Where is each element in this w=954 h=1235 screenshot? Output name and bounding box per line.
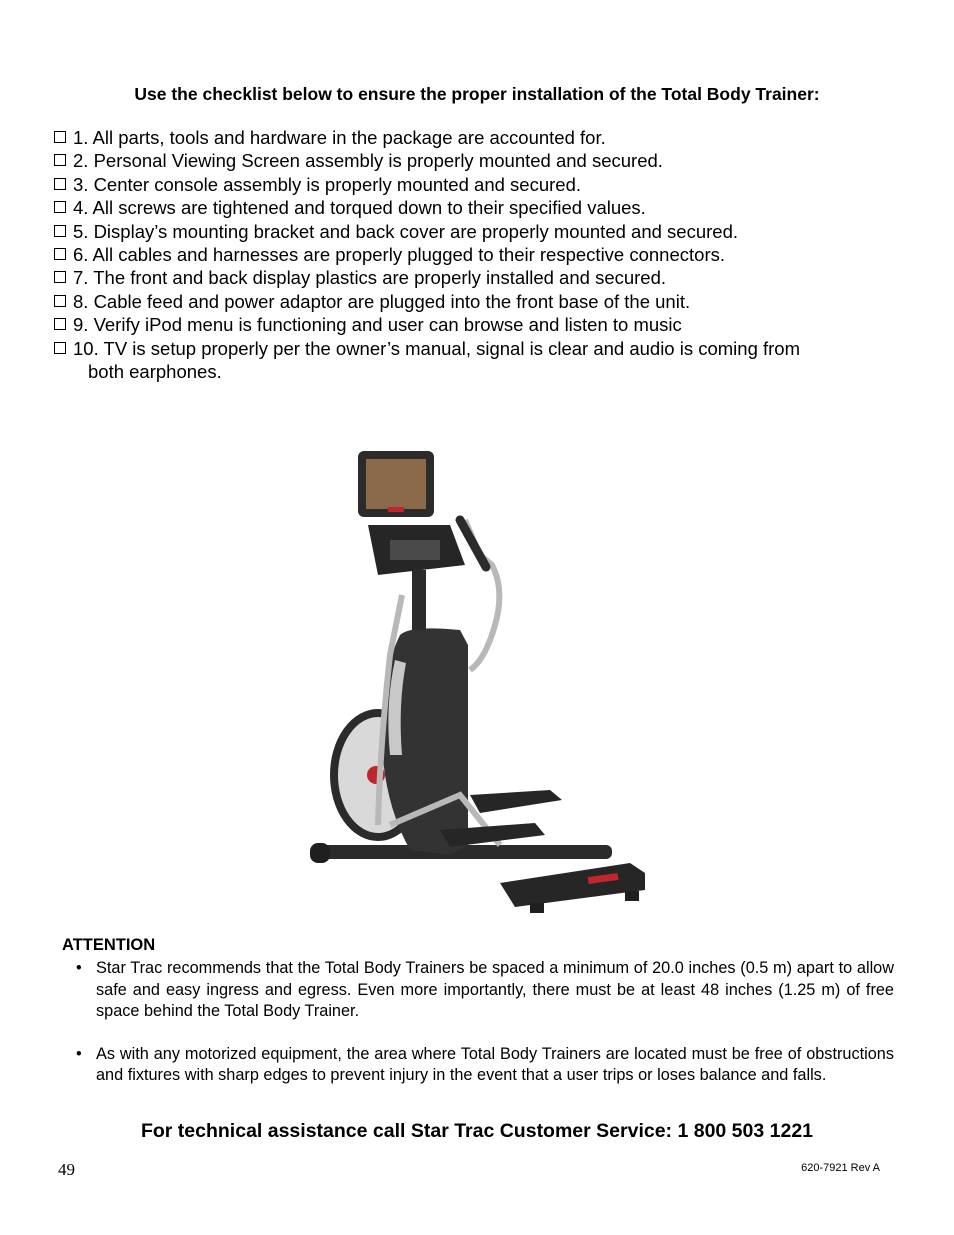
- checklist-item-5: [54, 220, 914, 243]
- checklist-item-7: [54, 266, 914, 289]
- checklist-item-9: [54, 313, 914, 336]
- display-screen: [366, 459, 426, 509]
- checklist-item-text: 3. Center console assembly is properly mounted and secured.: [73, 173, 581, 195]
- attention-bullets: [76, 958, 894, 1108]
- installation-checklist: [54, 126, 914, 383]
- checklist-item-text: 6. All cables and harnesses are properly plugged to their respective connectors.: [73, 244, 725, 266]
- console-support: [412, 570, 426, 630]
- checklist-item-text: 7. The front and back display plastics are properly installed and secured.: [73, 267, 667, 289]
- handle-grip: [460, 520, 486, 567]
- checklist-item-2: [54, 149, 914, 172]
- checkbox-icon[interactable]: [54, 271, 66, 283]
- checklist-item-3: [54, 173, 914, 196]
- checkbox-icon[interactable]: [54, 154, 66, 166]
- checkbox-icon[interactable]: [54, 295, 66, 307]
- document-revision: 620-7921 Rev A: [801, 1162, 880, 1174]
- checklist-item-text: 5. Display’s mounting bracket and back cover are properly mounted and secured.: [73, 220, 738, 242]
- bullet-text: As with any motorized equipment, the area where Total Body Trainers are located must be free of obstructions and fixtures with sharp edges to prevent injury in the event that a user trips or loses balance and falls.: [96, 1044, 894, 1084]
- page-number: 49: [58, 1160, 75, 1179]
- checklist-item-continuation: both earphones.: [88, 361, 222, 383]
- checklist-item-4: [54, 196, 914, 219]
- display-logo: [388, 507, 404, 512]
- bullet-dot-icon: •: [76, 1044, 82, 1063]
- checklist-item-1: [54, 126, 914, 149]
- console-keypad: [390, 540, 440, 560]
- total-body-trainer-illustration: [300, 445, 660, 925]
- checklist-item-text: 8. Cable feed and power adaptor are plugged into the front base of the unit.: [73, 290, 691, 312]
- rear-foot: [530, 903, 544, 913]
- attention-bullet: [76, 1044, 894, 1087]
- checklist-item-6: [54, 243, 914, 266]
- checkbox-icon[interactable]: [54, 178, 66, 190]
- front-foot: [310, 843, 330, 863]
- checklist-item-text: 2. Personal Viewing Screen assembly is properly mounted and secured.: [73, 150, 663, 172]
- bullet-text: Star Trac recommends that the Total Body Trainers be spaced a minimum of 20.0 inches (0.5 m) apart to allow safe and easy ingress and egress. Even more importantly, there must be at least 48 inches (1.25 m) of free space behind the Total Body Trainer.: [96, 959, 894, 1020]
- checklist-item-text: 1. All parts, tools and hardware in the package are accounted for.: [73, 127, 606, 148]
- checklist-item-text: 9. Verify iPod menu is functioning and user can browse and listen to music: [73, 314, 682, 336]
- checkbox-icon[interactable]: [54, 131, 66, 143]
- attention-bullet: [76, 958, 894, 1023]
- checklist-item-8: [54, 290, 914, 313]
- rear-foot: [625, 891, 639, 901]
- checkbox-icon[interactable]: [54, 225, 66, 237]
- checkbox-icon[interactable]: [54, 342, 66, 354]
- checkbox-icon[interactable]: [54, 201, 66, 213]
- pedal: [470, 790, 562, 813]
- rear-platform: [500, 863, 645, 907]
- bullet-dot-icon: •: [76, 959, 82, 977]
- checklist-heading: Use the checklist below to ensure the proper installation of the Total Body Trainer:: [134, 84, 820, 104]
- checklist-item-10: [54, 337, 914, 384]
- checkbox-icon[interactable]: [54, 248, 66, 260]
- checklist-item-text: 4. All screws are tightened and torqued down to their specified values.: [73, 197, 646, 219]
- checkbox-icon[interactable]: [54, 318, 66, 330]
- attention-title: ATTENTION: [62, 936, 156, 954]
- technical-assistance-line: For technical assistance call Star Trac Customer Service: 1 800 503 1221: [140, 1120, 814, 1142]
- checklist-item-text: 10. TV is setup properly per the owner’s manual, signal is clear and audio is coming from: [73, 337, 801, 359]
